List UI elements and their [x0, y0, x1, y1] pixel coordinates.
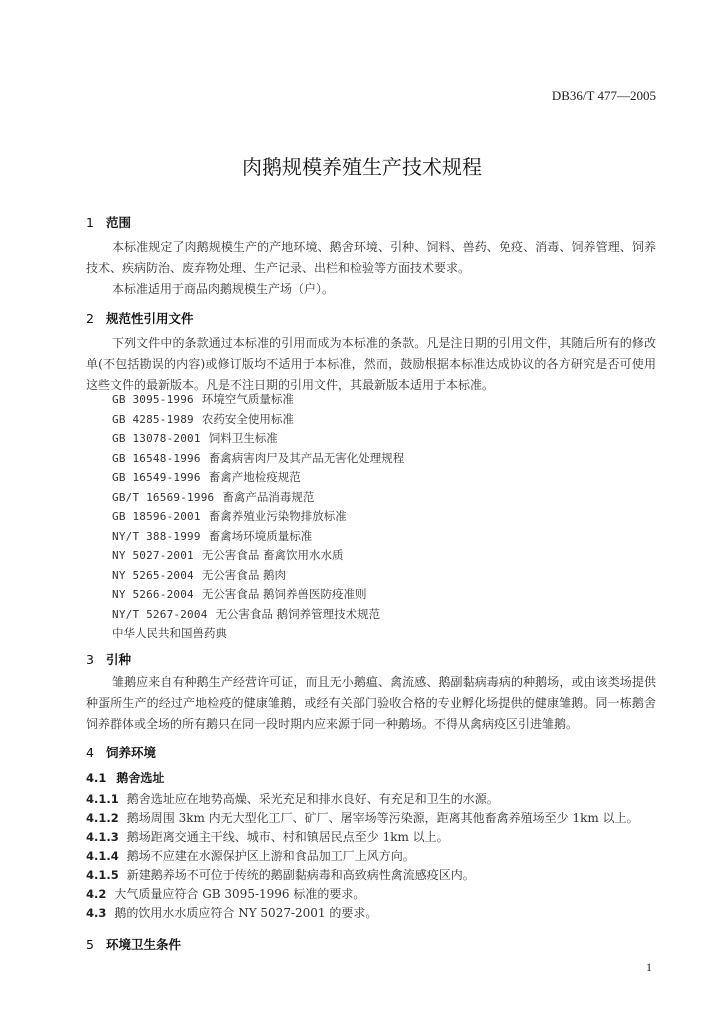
clause-number: 4.1: [86, 771, 107, 785]
reference-name: 饲料卫生标准: [208, 431, 278, 445]
paragraph-scope-2: 本标准适用于商品肉鹅规模生产场（户）。: [112, 282, 335, 296]
clause-item: [86, 885, 666, 903]
clause-text: 大气质量应符合 GB 3095-1996 标准的要求。: [114, 887, 366, 901]
reference-item: [112, 546, 404, 566]
reference-name: 无公害食品 鹅肉: [201, 567, 287, 582]
section-number: 1: [86, 215, 94, 230]
section-heading-scope: [86, 213, 131, 231]
clause-title: 鹅舍选址: [116, 771, 165, 785]
reference-item: [112, 390, 404, 410]
paragraph-scope-1: 本标准规定了肉鹅规模生产的产地环境、鹅舍环境、引种、饲料、兽药、免疫、消毒、饲养管理、饲养技术、疾病防治、废弃物处理、生产记录、出栏和检验等方面技术要求。: [86, 240, 656, 275]
reference-name: 畜禽产品消毒规范: [222, 489, 315, 504]
clause-text: 鹅场不应建在水源保护区上游和食品加工厂上风方向。: [126, 849, 415, 863]
reference-item: [112, 429, 404, 449]
clause-number: 4.2: [86, 887, 107, 901]
reference-item: [112, 566, 404, 586]
clause-text: 鹅的饮用水水质应符合 NY 5027-2001 的要求。: [114, 906, 378, 920]
reference-name: 畜禽病害肉尸及其产品无害化处理规程: [208, 450, 405, 465]
reference-name: 无公害食品 鹅饲养管理技术规范: [215, 606, 381, 621]
reference-code: GB/T 16569-1996: [112, 490, 215, 504]
section-number: 2: [86, 311, 94, 326]
section-title: 环境卫生条件: [106, 937, 182, 952]
reference-item: [112, 507, 404, 527]
clause-item: [86, 904, 666, 922]
clause-text: 鹅舍选址应在地势高燥、采光充足和排水良好、有充足和卫生的水源。: [126, 792, 499, 806]
reference-code: NY 5266-2004: [112, 588, 194, 601]
clause-text: 鹅场距离交通主干线、城市、村和镇居民点至少 1km 以上。: [126, 830, 449, 844]
section-number: 5: [86, 937, 94, 952]
section-title: 规范性引用文件: [106, 311, 194, 326]
reference-code: NY/T 388-1999: [112, 529, 201, 543]
clause-number: 4.1.4: [86, 849, 119, 863]
reference-list: [112, 390, 404, 644]
reference-code: GB 16548-1996: [112, 451, 201, 465]
reference-item: [112, 527, 404, 547]
reference-item: [112, 468, 404, 488]
clause-item: [86, 809, 666, 827]
paragraph-introduction: 雏鹅应来自有种鹅生产经营许可证，而且无小鹅瘟、禽流感、鹅副黏病毒病的种鹅场，或由该类场提供种蛋所生产的经过产地检疫的健康雏鹅，或经有关部门验收合格的专业孵化场提供的健康雏鹅。同一栋鹅舍饲养群体或全场的所有鹅只在同一段时期内应来源于同一种鹅场。不得从禽病疫区引进雏鹅。: [86, 675, 656, 731]
reference-item: [112, 449, 404, 469]
clause-item: [86, 866, 666, 884]
clause-number: 4.1.2: [86, 811, 119, 825]
reference-name: 畜禽养殖业污染物排放标准: [208, 509, 347, 523]
clause-item: [86, 790, 666, 808]
clause-number: 4.1.3: [86, 830, 119, 844]
reference-code: GB 13078-2001: [112, 432, 201, 445]
section-title: 引种: [106, 652, 132, 667]
clause-text: 鹅场周围 3km 内无大型化工厂、矿厂、屠宰场等污染源，距离其他畜禽养殖场至少 1km 以上。: [126, 811, 639, 825]
clause-item: [86, 847, 666, 865]
section-number: 3: [86, 652, 94, 667]
reference-code: GB 3095-1996: [112, 393, 194, 406]
reference-name: 农药安全使用标准: [201, 411, 294, 426]
page-number: 1: [646, 960, 652, 974]
reference-code: GB 18596-2001: [112, 510, 201, 523]
reference-item: [112, 624, 404, 644]
reference-item: [112, 585, 404, 605]
reference-name: 无公害食品 畜禽饮用水水质: [201, 548, 344, 562]
reference-code: GB 4285-1989: [112, 412, 194, 426]
reference-code: NY/T 5267-2004: [112, 607, 208, 621]
clause-number: 4.1.1: [86, 792, 119, 806]
reference-code: NY 5265-2004: [112, 568, 194, 582]
reference-code: GB 16549-1996: [112, 471, 201, 484]
reference-name: 畜禽场环境质量标准: [208, 528, 313, 543]
clause-number: 4.3: [86, 906, 107, 920]
paragraph-normative-references: 下列文件中的条款通过本标准的引用而成为本标准的条款。凡是注日期的引用文件，其随后所有的修改单(不包括勘误的内容)或修订版均不适用于本标准，然而，鼓励根据本标准达成协议的各方研究是否可使用这些文件的最新版本。凡是不注日期的引用文件，其最新版本适用于本标准。: [86, 336, 656, 392]
standard-code: DB36/T 477—2005: [551, 88, 656, 103]
section-title: 饲养环境: [106, 745, 157, 760]
section-number: 4: [86, 745, 94, 760]
clause-number: 4.1.5: [86, 868, 119, 882]
reference-item: [112, 410, 404, 430]
section-heading-introduction: [86, 650, 131, 668]
section-heading-normative-references: [86, 309, 194, 327]
section-title: 范围: [106, 215, 132, 230]
reference-name: 无公害食品 鹅饲养兽医防疫准则: [201, 587, 367, 601]
reference-name: 畜禽产地检疫规范: [208, 470, 301, 484]
reference-name: 中华人民共和国兽药典: [112, 626, 227, 640]
clause-text: 新建鹅养场不可位于传统的鹅副黏病毒和高致病性禽流感疫区内。: [126, 868, 475, 882]
section-heading-environment: [86, 743, 156, 761]
clause-item: [86, 828, 666, 846]
reference-item: [112, 488, 404, 508]
reference-code: NY 5027-2001: [112, 549, 194, 562]
section-heading-hygiene: [86, 935, 181, 953]
clause-heading-site-selection: [86, 769, 164, 787]
reference-name: 环境空气质量标准: [201, 392, 294, 406]
document-title: 肉鹅规模养殖生产技术规程: [242, 155, 482, 179]
reference-item: [112, 605, 404, 625]
